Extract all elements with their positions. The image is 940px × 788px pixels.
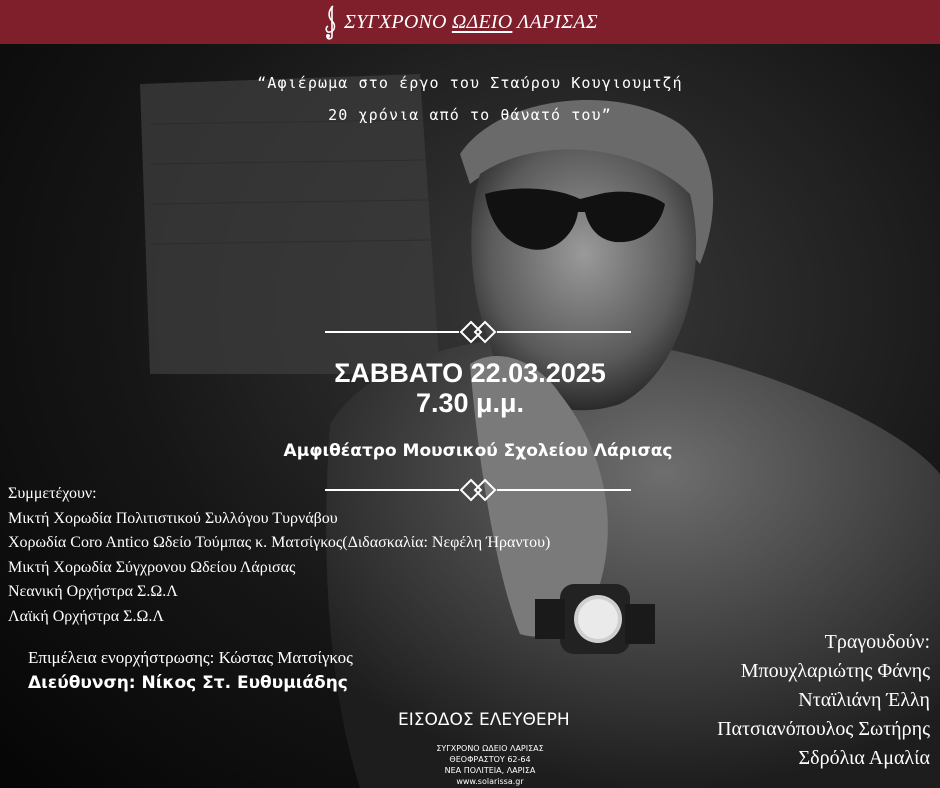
participants-heading: Συμμετέχουν: (8, 485, 97, 502)
event-venue: Αμφιθέατρο Μουσικού Σχολείου Λάρισας (283, 441, 673, 461)
participant-item: Μικτή Χορωδία Πολιτιστικού Συλλόγου Τυρνάβου (8, 509, 338, 527)
participant-item: Λαϊκή Ορχήστρα Σ.Ω.Λ (8, 607, 164, 625)
logo-text: ΣΥΓΧΡΟΝΟ ΩΔΕΙΟ ΛΑΡΙΣΑΣ (344, 10, 598, 33)
address-block (390, 743, 590, 787)
participants-list (8, 482, 550, 629)
singer-item: Σδρόλια Αμαλία (798, 747, 930, 769)
address-line: ΝΕΑ ΠΟΛΙΤΕΙΑ, ΛΑΡΙΣΑ (444, 766, 536, 775)
participant-item: Χορωδία Coro Antico Ωδείο Τούμπας κ. Ματσίγκος(Διδασκαλία: Νεφέλη Ήραντου) (8, 534, 551, 551)
orchestration-credit: Επιμέλεια ενορχήστρωσης: Κώστας Ματσίγκος (28, 648, 353, 667)
singer-item: Πατσιανόπουλος Σωτήρης (717, 718, 930, 740)
treble-clef-icon (322, 3, 342, 41)
participant-item: Νεανική Ορχήστρα Σ.Ω.Λ (8, 583, 178, 600)
divider-top (325, 320, 631, 344)
interlocked-diamonds-icon (458, 320, 498, 344)
website-link[interactable]: www.solarissa.gr (456, 777, 524, 786)
singer-item: Μπουχλαριώτης Φάνης (740, 660, 930, 682)
address-line: ΣΥΓΧΡΟΝΟ ΩΔΕΙΟ ΛΑΡΙΣΑΣ (436, 744, 544, 753)
event-date: ΣΑΒΒΑΤΟ 22.03.2025 (334, 358, 606, 388)
event-title-line1: “Αφιέρωμα στο έργο του Σταύρου Κουγιουμτζή (257, 74, 683, 92)
event-time: 7.30 μ.μ. (415, 388, 525, 418)
free-entry: ΕΙΣΟΔΟΣ ΕΛΕΥΘΕΡΗ (398, 710, 570, 730)
address-line: ΘΕΟΦΡΑΣΤΟΥ 62-64 (449, 755, 531, 764)
participant-item: Μικτή Χορωδία Σύγχρονου Ωδείου Λάρισας (8, 558, 296, 576)
event-title-line2: 20 χρόνια από το θάνατό του” (328, 106, 612, 124)
singer-item: Νταϊλιάνη Έλλη (798, 689, 930, 711)
logo (322, 2, 598, 42)
direction-credit: Διεύθυνση: Νίκος Στ. Ευθυμιάδης (28, 673, 348, 693)
singers-list (717, 628, 930, 773)
singers-heading: Τραγουδούν: (824, 631, 930, 653)
